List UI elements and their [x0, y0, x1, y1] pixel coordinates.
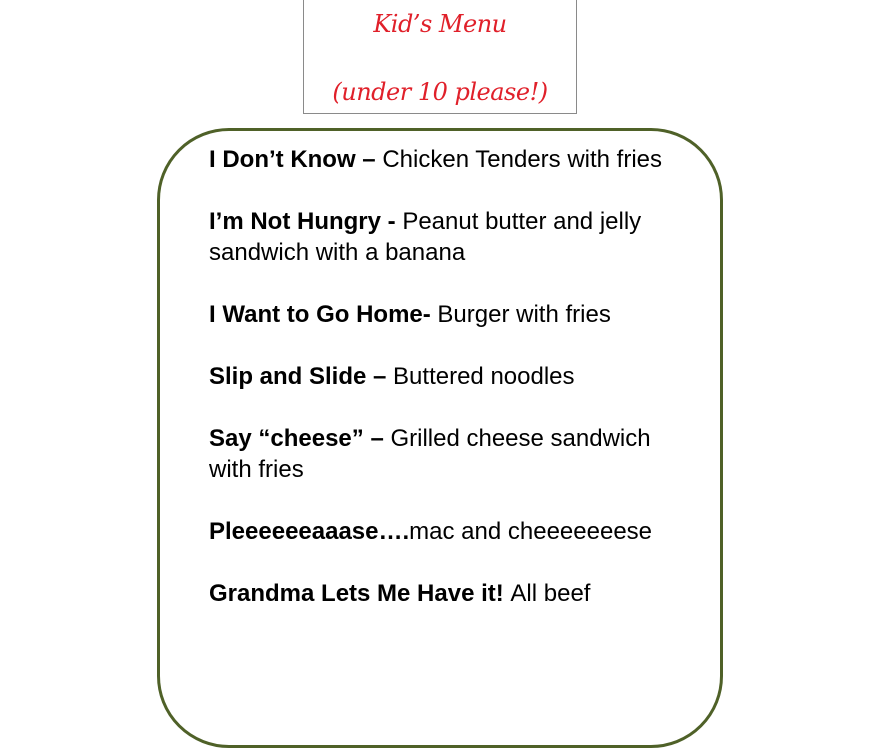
menu-subtitle: (under 10 please!): [332, 78, 548, 106]
menu-item-description: mac and cheeeeeeese: [409, 518, 653, 545]
menu-item-name: I’m Not Hungry -: [209, 208, 403, 235]
menu-item: [209, 361, 679, 392]
menu-item-name: Slip and Slide –: [209, 363, 394, 390]
menu-item-name: Grandma Lets Me Have it!: [209, 580, 511, 607]
menu-item-name: I Want to Go Home-: [209, 301, 438, 328]
menu-item: [209, 516, 679, 547]
menu-item-description: Buttered noodles: [393, 363, 575, 390]
menu-item: [209, 144, 679, 175]
menu-item: [209, 299, 679, 330]
menu-item-description: Chicken Tenders with fries: [382, 146, 663, 173]
menu-item: [209, 206, 679, 268]
menu-item: [209, 423, 679, 485]
menu-item-name: Say “cheese” –: [209, 425, 391, 452]
menu-item-name: Pleeeeeeaaase….: [209, 518, 410, 545]
menu-title-box: [303, 0, 577, 114]
menu-item-description: All beef: [510, 580, 591, 607]
menu-item-description: Grilled cheese sandwich with fries: [209, 425, 651, 483]
menu-item-description: Burger with fries: [437, 301, 611, 328]
menu-item: [209, 578, 679, 609]
menu-title: Kid’s Menu: [373, 10, 507, 38]
menu-item-list: [209, 144, 679, 640]
menu-item-name: I Don’t Know –: [209, 146, 383, 173]
menu-item-description: Peanut butter and jelly sandwich with a banana: [209, 208, 642, 266]
